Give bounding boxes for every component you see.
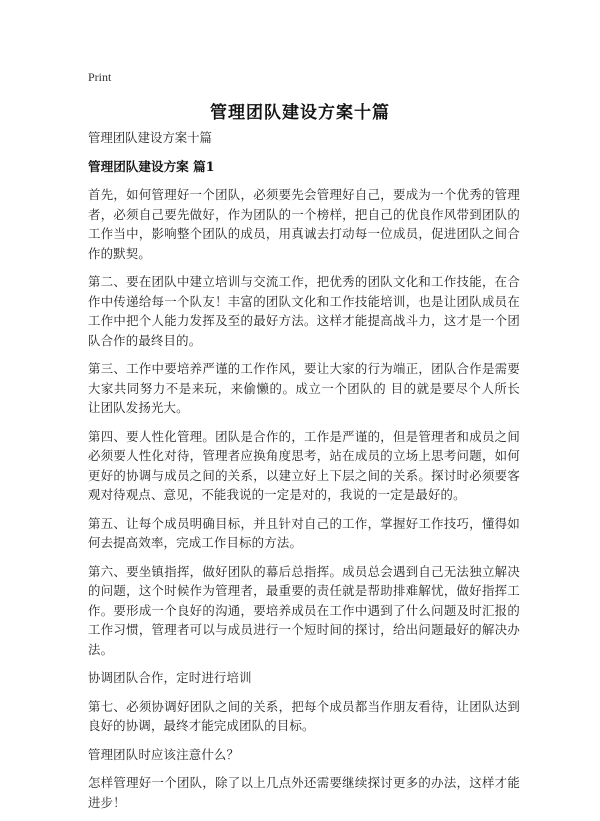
document-body <box>88 128 520 821</box>
paragraph-9: 管理团队时应该注意什么？ <box>88 746 240 762</box>
document-title: 管理团队建设方案十篇 <box>210 103 390 123</box>
paragraph-1: 首先，如何管理好一个团队，必须要先会管理好自己，要成为一个优秀的管理者，必须自己要先做好，作为团队的一个榜样，把自己的优良作风带到团队的工作当中，影响整个团队的成员，用真诚去打动每一位成员，促进团队之间合作的默契。 <box>88 187 520 261</box>
paragraph-4: 第四、要人性化管理。团队是合作的，工作是严谨的，但是管理者和成员之间必须要人性化对待，管理者应换角度思考，站在成员的立场上思考问题，如何更好的协调与成员之间的关系，以建立好上下层之间的关系。探讨时必须要客观对待观点、意见，不能我说的一定是对的，我说的一定是最好的。 <box>88 428 520 502</box>
paragraph-2: 第二、要在团队中建立培训与交流工作，把优秀的团队文化和工作技能，在合作中传递给每一个队友！丰富的团队文化和工作技能培训，也是让团队成员在工作中把个人能力发挥及至的最好方法。这样才能提高战斗力，这才是一个团队合作的最终目的。 <box>88 274 520 348</box>
paragraph-10: 怎样管理好一个团队，除了以上几点外还需要继续探讨更多的办法，这样才能进步！ <box>88 775 520 810</box>
paragraph-3: 第三、工作中要培养严谨的工作作风，要让大家的行为端正，团队合作是需要大家共同努力不是来玩，来偷懒的。成立一个团队的 目的就是要尽个人所长让团队发扬光大。 <box>88 361 520 415</box>
section-heading: 管理团队建设方案 篇1 <box>88 158 215 174</box>
paragraph-6: 第六、要坐镇指挥，做好团队的幕后总指挥。成员总会遇到自己无法独立解决的问题，这个时候作为管理者，最重要的责任就是帮助排难解忧，做好指挥工作。要形成一个良好的沟通，要培养成员在工作中遇到了什么问题及时汇报的工作习惯，管理者可以与成员进行一个短时间的探讨，给出问题最好的解决办法。 <box>88 563 520 657</box>
paragraph-5: 第五、让每个成员明确目标，并且针对自己的工作，掌握好工作技巧，懂得如何去提高效率，完成工作目标的方法。 <box>88 515 520 550</box>
paragraph-7: 协调团队合作，定时进行培训 <box>88 670 252 685</box>
print-label: Print <box>88 70 112 84</box>
paragraph-8: 第七、必须协调好团队之间的关系，把每个成员都当作朋友看待，让团队达到良好的协调，最终才能完成团队的目标。 <box>88 698 520 733</box>
document-subtitle: 管理团队建设方案十篇 <box>88 130 212 145</box>
